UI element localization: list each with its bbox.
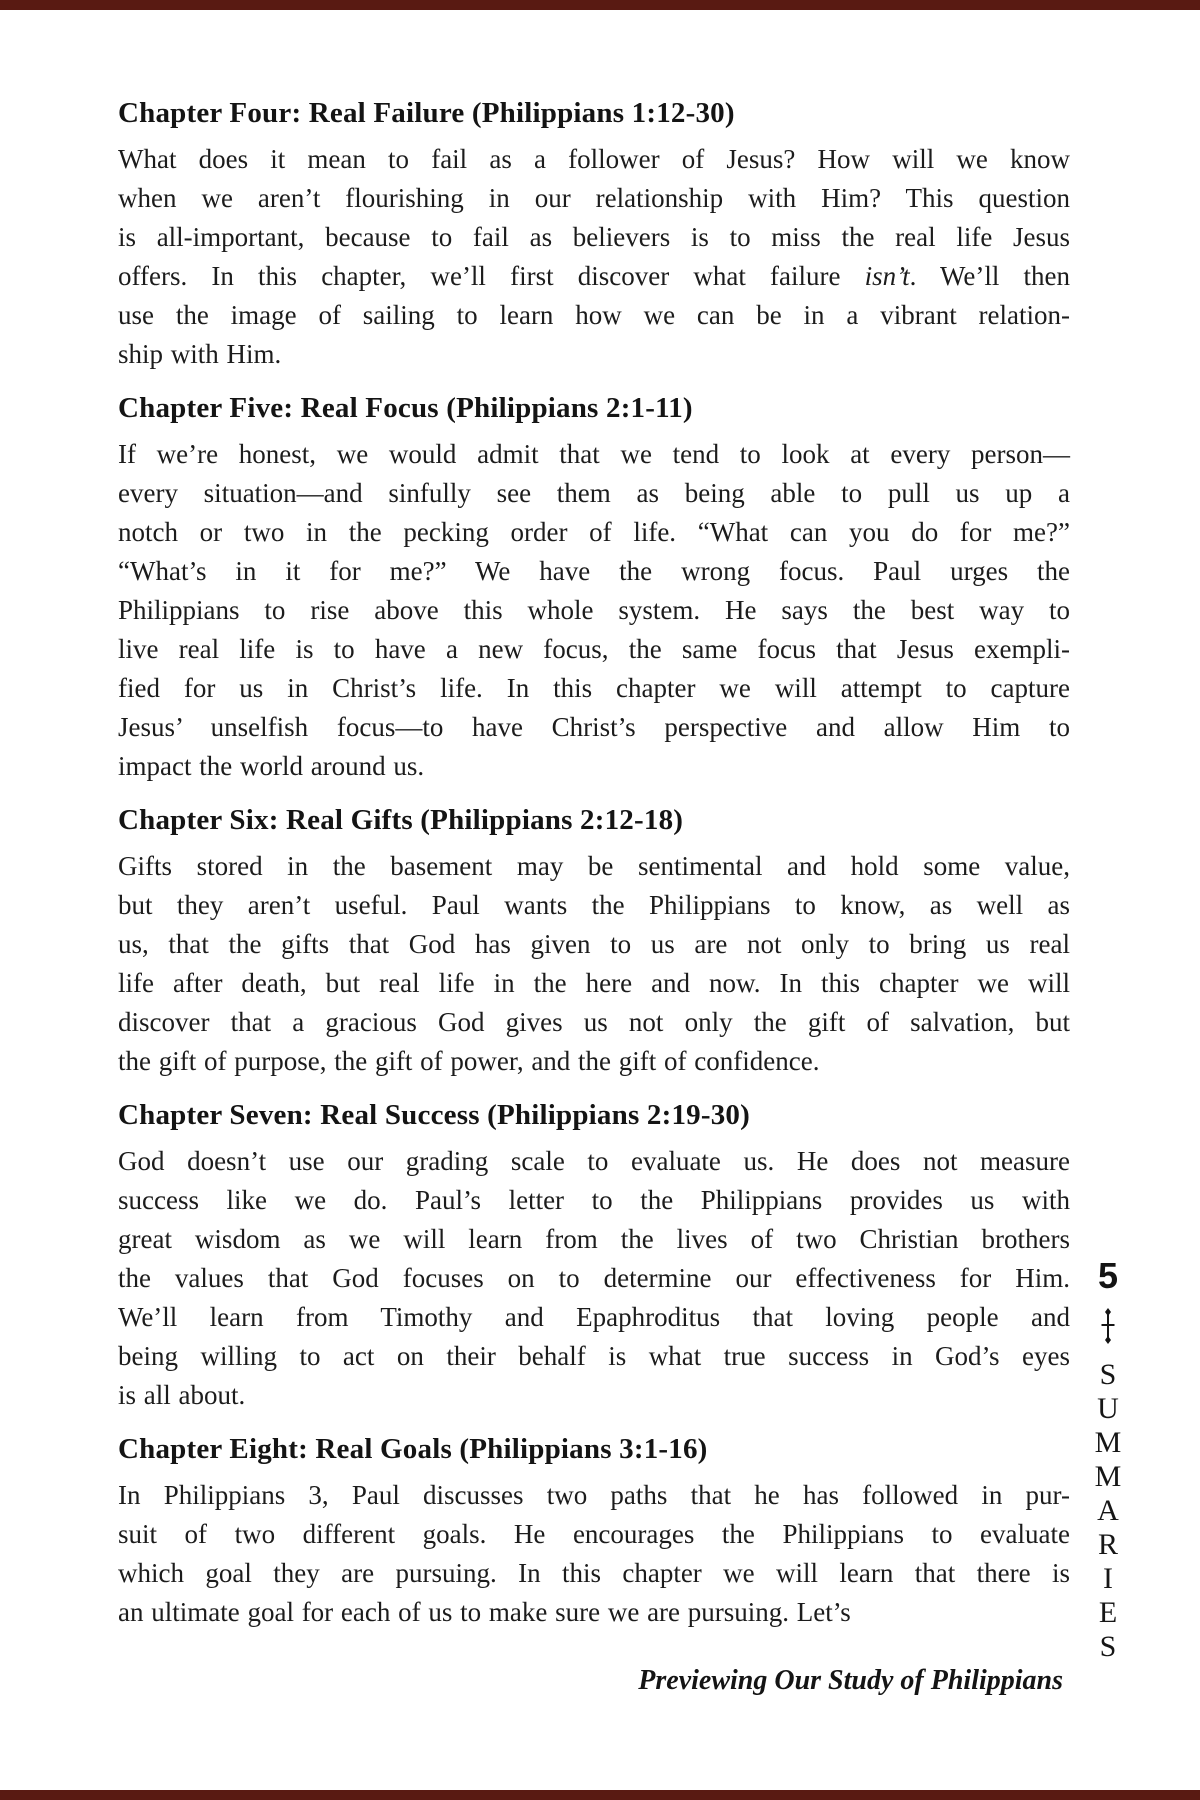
sidebar-letter: E — [1098, 1596, 1118, 1629]
sidebar-letter: S — [1099, 1630, 1117, 1663]
right-margin — [1086, 1256, 1130, 1664]
paragraph-line: live real life is to have a new focus, the same focus that Jesus exempli- — [118, 634, 1070, 664]
page-number: 5 — [1097, 1255, 1119, 1296]
paragraph-line: “What’s in it for me?” We have the wrong focus. Paul urges the — [118, 556, 1070, 586]
chapter-section — [118, 1428, 1070, 1632]
chapter-section — [118, 387, 1070, 786]
sidebar-letter: M — [1094, 1460, 1122, 1493]
paragraph-line: ship with Him. — [118, 339, 282, 369]
paragraph-line: the values that God focuses on to determine our effectiveness for Him. — [118, 1263, 1070, 1293]
sidebar-letter: M — [1094, 1426, 1122, 1459]
chapter-heading: Chapter Four: Real Failure (Philippians 1:12-30) — [118, 97, 735, 129]
paragraph-line: use the image of sailing to learn how we can be in a vibrant relation- — [118, 300, 1070, 330]
paragraph-line: is all-important, because to fail as believers is to miss the real life Jesus — [118, 222, 1070, 252]
chapter-sections — [118, 92, 1070, 1645]
paragraph-line: when we aren’t flourishing in our relationship with Him? This question — [118, 183, 1070, 213]
sidebar-letter: S — [1099, 1358, 1117, 1391]
paragraph-line: If we’re honest, we would admit that we tend to look at every person— — [118, 439, 1070, 469]
top-edge-bar — [0, 0, 1200, 10]
paragraph-line: life after death, but real life in the here and now. In this chapter we will — [118, 968, 1070, 998]
paragraph-line: In Philippians 3, Paul discusses two paths that he has followed in pur- — [118, 1480, 1070, 1510]
chapter-heading: Chapter Five: Real Focus (Philippians 2:1-11) — [118, 392, 693, 424]
chapter-heading: Chapter Six: Real Gifts (Philippians 2:12-18) — [118, 804, 684, 836]
chapter-heading: Chapter Seven: Real Success (Philippians 2:19-30) — [118, 1099, 750, 1131]
paragraph-line: but they aren’t useful. Paul wants the Philippians to know, as well as — [118, 890, 1070, 920]
sidebar-letter: A — [1097, 1494, 1119, 1527]
paragraph-line: impact the world around us. — [118, 751, 425, 781]
paragraph-line: discover that a gracious God gives us not only the gift of salvation, but — [118, 1007, 1070, 1037]
paragraph-line: is all about. — [118, 1380, 246, 1410]
paragraph-line: us, that the gifts that God has given to us are not only to bring us real — [118, 929, 1070, 959]
section-label-summaries — [1086, 1358, 1130, 1664]
paragraph-line: offers. In this chapter, we’ll first discover what failure isn’t. We’ll then — [118, 261, 1070, 291]
paragraph-line: Jesus’ unselfish focus—to have Christ’s perspective and allow Him to — [118, 712, 1070, 742]
sidebar-letter: I — [1103, 1562, 1113, 1595]
bottom-edge-bar — [0, 1790, 1200, 1800]
paragraph-line: fied for us in Christ’s life. In this chapter we will attempt to capture — [118, 673, 1070, 703]
paragraph-line: an ultimate goal for each of us to make sure we are pursuing. Let’s — [118, 1597, 851, 1627]
chapter-section — [118, 1094, 1070, 1415]
chapter-section — [118, 92, 1070, 374]
paragraph-line: being willing to act on their behalf is what true success in God’s eyes — [118, 1341, 1070, 1371]
cross-dagger-ornament-icon — [1100, 1308, 1116, 1344]
paragraph-line: success like we do. Paul’s letter to the Philippians provides us with — [118, 1185, 1070, 1215]
paragraph-line: great wisdom as we will learn from the lives of two Christian brothers — [118, 1224, 1070, 1254]
paragraph-line: We’ll learn from Timothy and Epaphroditus that loving people and — [118, 1302, 1070, 1332]
sidebar-letter: R — [1097, 1528, 1118, 1561]
paragraph-line: notch or two in the pecking order of life. “What can you do for me?” — [118, 517, 1070, 547]
paragraph-line: Gifts stored in the basement may be sentimental and hold some value, — [118, 851, 1070, 881]
paragraph-line: God doesn’t use our grading scale to evaluate us. He does not measure — [118, 1146, 1070, 1176]
chapter-heading: Chapter Eight: Real Goals (Philippians 3:1-16) — [118, 1433, 708, 1465]
paragraph-line: every situation—and sinfully see them as being able to pull us up a — [118, 478, 1070, 508]
sidebar-letter: U — [1097, 1392, 1119, 1425]
running-footer: Previewing Our Study of Philippians — [638, 1665, 1063, 1696]
paragraph-line: What does it mean to fail as a follower of Jesus? How will we know — [118, 144, 1070, 174]
paragraph-line: Philippians to rise above this whole system. He says the best way to — [118, 595, 1070, 625]
chapter-section — [118, 799, 1070, 1081]
paragraph-line: which goal they are pursuing. In this chapter we will learn that there is — [118, 1558, 1070, 1588]
paragraph-line: the gift of purpose, the gift of power, and the gift of confidence. — [118, 1046, 820, 1076]
paragraph-line: suit of two different goals. He encourages the Philippians to evaluate — [118, 1519, 1070, 1549]
